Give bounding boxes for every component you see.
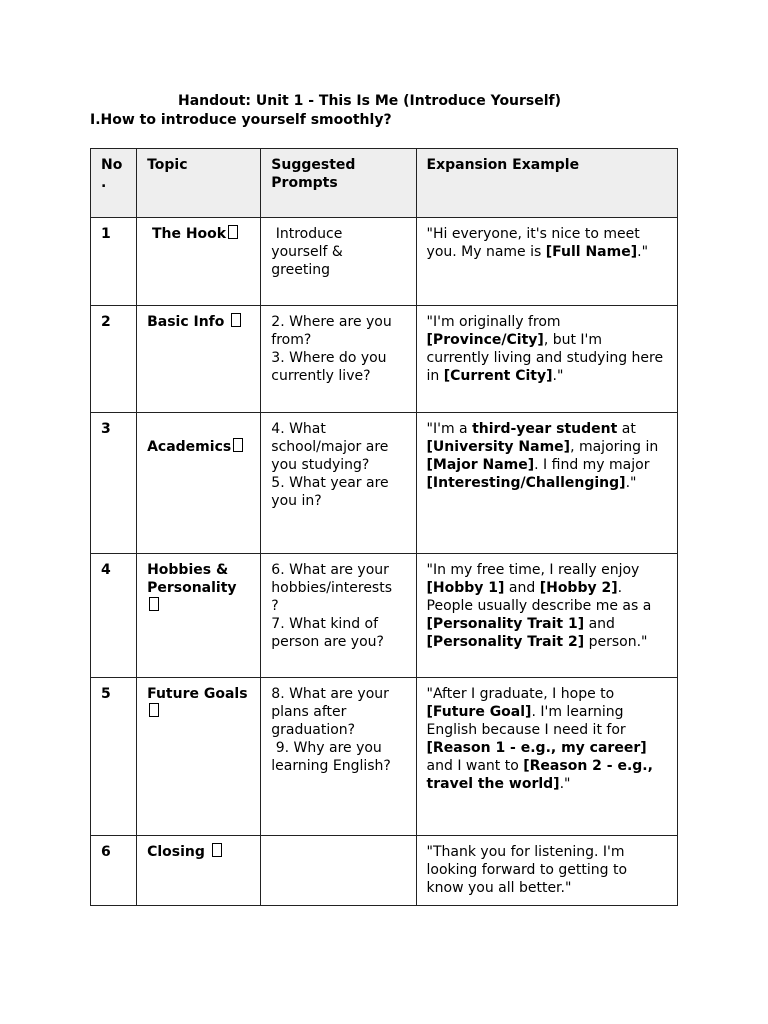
table-row: [91, 836, 678, 906]
example-text: .": [637, 244, 649, 260]
prompts-cell: [261, 413, 416, 554]
placeholder-text: [Hobby 1]: [426, 580, 505, 596]
header-no: No .: [91, 149, 137, 218]
example-cell: [416, 413, 677, 554]
prompt-line: yourself &: [271, 244, 343, 260]
example-text: "I'm originally from: [426, 314, 561, 330]
header-prompts: Suggested Prompts: [261, 149, 416, 218]
prompt-line: 9. Why are you: [271, 740, 382, 756]
prompt-line: you in?: [271, 493, 322, 509]
placeholder-text: [University Name]: [426, 439, 571, 455]
topic-label: The Hook: [147, 226, 227, 242]
topic-cell: [137, 413, 261, 554]
emoji-placeholder-icon: [212, 843, 222, 857]
topic-cell: [137, 306, 261, 413]
topic-cell: [137, 678, 261, 836]
placeholder-text: [Personality Trait 2]: [426, 634, 585, 650]
placeholder-text: [Full Name]: [545, 244, 638, 260]
topic-label: Academics: [147, 439, 232, 455]
example-text: "In my free time, I really enjoy: [426, 562, 640, 578]
prompt-line: plans after: [271, 704, 347, 720]
example-cell: [416, 218, 677, 306]
prompts-cell: [261, 554, 416, 678]
prompt-line: from?: [271, 332, 312, 348]
prompt-line: Introduce: [271, 226, 343, 242]
row-number: 2: [91, 306, 137, 413]
topic-label: Future Goals: [147, 686, 253, 702]
section-heading: I.How to introduce yourself smoothly?: [90, 112, 392, 128]
emoji-placeholder-icon: [233, 438, 243, 452]
row-number: 3: [91, 413, 137, 554]
example-text: .": [559, 776, 571, 792]
example-text: , but I'm currently living and studying here in: [426, 332, 664, 384]
prompt-line: 4. What: [271, 421, 326, 437]
example-cell: [416, 306, 677, 413]
row-number: 6: [91, 836, 137, 906]
prompt-line: 6. What are your: [271, 562, 389, 578]
topic-cell: [137, 554, 261, 678]
example-cell: [416, 678, 677, 836]
example-text: , majoring in: [570, 439, 659, 455]
topic-cell: [137, 836, 261, 906]
example-text: "I'm a: [426, 421, 473, 437]
example-text: person.": [584, 634, 648, 650]
example-text: .": [552, 368, 564, 384]
example-text: .": [625, 475, 637, 491]
example-cell: [416, 836, 677, 906]
document-title: Handout: Unit 1 - This Is Me (Introduce Yourself): [178, 93, 562, 109]
prompt-line: graduation?: [271, 722, 356, 738]
table-body: [91, 218, 678, 906]
emoji-placeholder-icon: [228, 225, 238, 239]
emoji-placeholder-icon: [149, 597, 159, 611]
placeholder-text: [Province/City]: [426, 332, 544, 348]
example-text: and I want to: [426, 758, 524, 774]
example-text: and: [584, 616, 615, 632]
prompt-line: 7. What kind of: [271, 616, 379, 632]
header-example: Expansion Example: [416, 149, 677, 218]
example-text: at: [617, 421, 636, 437]
placeholder-text: [Future Goal]: [426, 704, 532, 720]
placeholder-text: [Major Name]: [426, 457, 535, 473]
prompts-cell: [261, 218, 416, 306]
placeholder-text: [Reason 2 - e.g., travel the world]: [426, 758, 653, 792]
table-row: [91, 218, 678, 306]
example-text: "Hi everyone, it's nice to meet you. My name is: [426, 226, 640, 260]
prompt-line: currently live?: [271, 368, 371, 384]
emoji-placeholder-icon: [149, 703, 159, 717]
example-text: "Thank you for listening. I'm looking forward to getting to know you all better.": [426, 844, 628, 896]
row-number: 4: [91, 554, 137, 678]
introduction-table: [90, 148, 678, 906]
example-text: "After I graduate, I hope to: [426, 686, 615, 702]
prompt-line: hobbies/interests: [271, 580, 393, 596]
example-text: and: [504, 580, 540, 596]
example-text: . I find my major: [534, 457, 650, 473]
table-row: [91, 413, 678, 554]
prompts-cell: [261, 306, 416, 413]
topic-label: Closing: [147, 844, 210, 860]
prompt-line: you studying?: [271, 457, 370, 473]
prompt-line: 2. Where are you: [271, 314, 392, 330]
table-row: [91, 554, 678, 678]
prompts-cell: [261, 836, 416, 906]
prompt-line: greeting: [271, 262, 330, 278]
placeholder-text: third-year student: [472, 421, 618, 437]
table-row: [91, 306, 678, 413]
table-header-row: [91, 149, 678, 218]
example-text: . People usually describe me as a: [426, 580, 652, 614]
prompts-cell: [261, 678, 416, 836]
topic-label: Basic Info: [147, 314, 230, 330]
prompt-line: school/major are: [271, 439, 389, 455]
emoji-placeholder-icon: [231, 313, 241, 327]
prompt-line: 3. Where do you: [271, 350, 387, 366]
prompt-line: learning English?: [271, 758, 391, 774]
prompt-line: ?: [271, 598, 279, 614]
header-topic: Topic: [137, 149, 261, 218]
placeholder-text: [Current City]: [443, 368, 553, 384]
placeholder-text: [Personality Trait 1]: [426, 616, 585, 632]
topic-label: Hobbies & Personality: [147, 562, 242, 596]
placeholder-text: [Hobby 2]: [539, 580, 618, 596]
topic-cell: [137, 218, 261, 306]
placeholder-text: [Interesting/Challenging]: [426, 475, 626, 491]
row-number: 1: [91, 218, 137, 306]
placeholder-text: [Reason 1 - e.g., my career]: [426, 740, 647, 756]
prompt-line: person are you?: [271, 634, 384, 650]
prompt-line: 8. What are your: [271, 686, 389, 702]
prompt-line: 5. What year are: [271, 475, 389, 491]
table-row: [91, 678, 678, 836]
row-number: 5: [91, 678, 137, 836]
example-text: . I'm learning English because I need it for: [426, 704, 626, 738]
example-cell: [416, 554, 677, 678]
